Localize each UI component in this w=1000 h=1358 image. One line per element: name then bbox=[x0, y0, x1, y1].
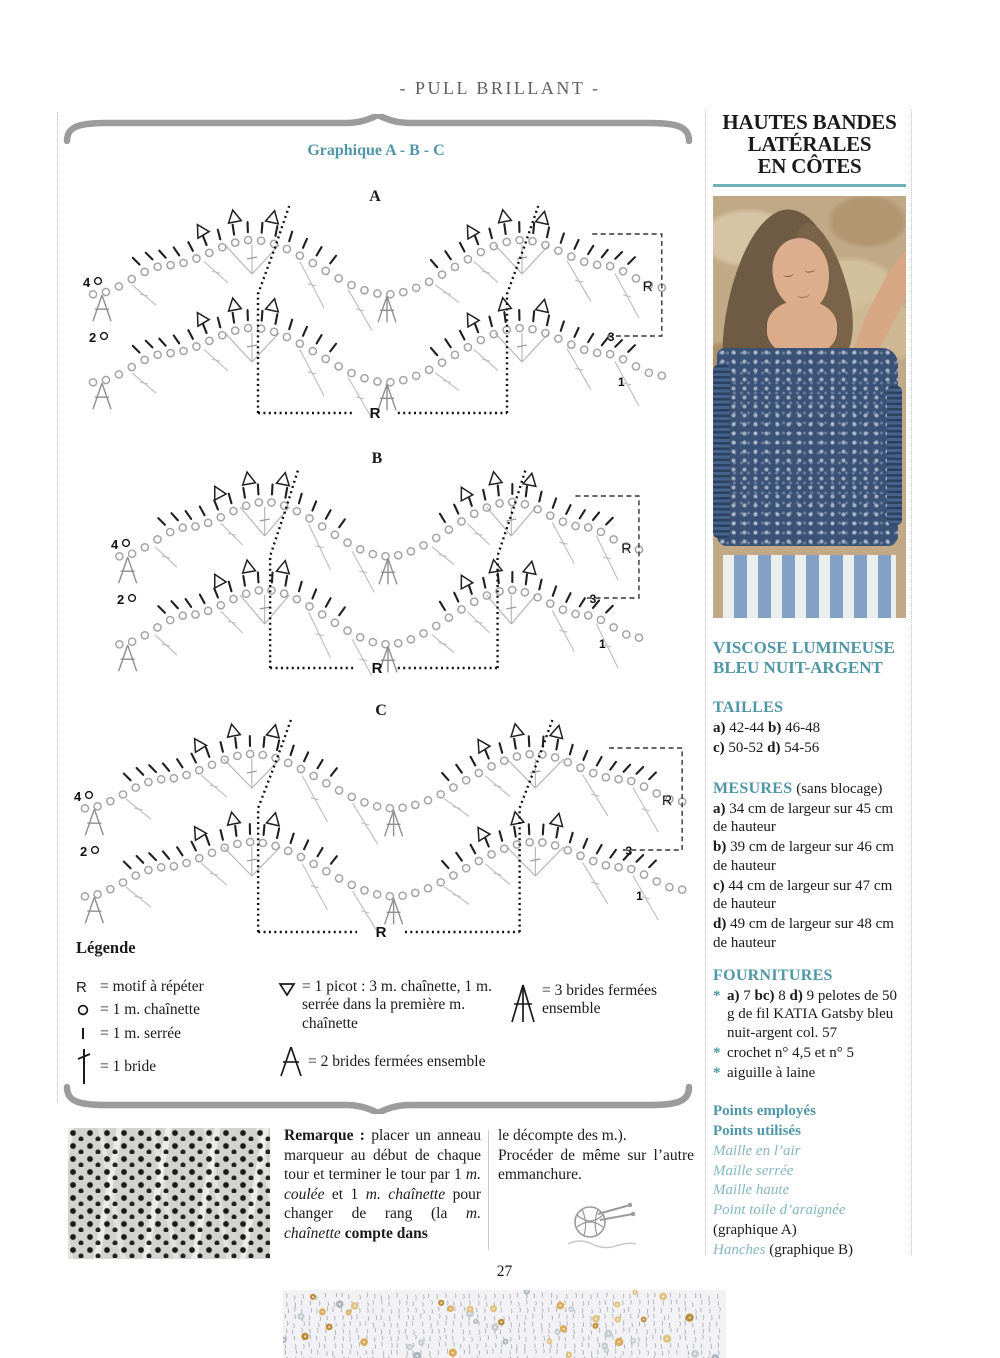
fourniture-item: * a) 7 bc) 8 d) 9 pelotes de 50 g de fil KATIA Gatsby bleu nuit-argent col. 57 bbox=[713, 987, 897, 1042]
mesures-section bbox=[713, 779, 906, 953]
points-item: Maille serrée bbox=[713, 1162, 794, 1179]
legend-entry-picot: = 1 picot : 3 m. chaînette, 1 m. serrée dans la première m. chaînette bbox=[278, 978, 504, 1033]
svg-text:2: 2 bbox=[80, 844, 88, 859]
legend-entry-repeat: R = motif à répéter bbox=[76, 978, 204, 996]
mesures-note: (sans blocage) bbox=[792, 780, 883, 797]
points-item: Maille en l’air bbox=[713, 1142, 801, 1159]
svg-text:3: 3 bbox=[589, 592, 597, 606]
sidebar-right-dotted-border bbox=[911, 110, 912, 1255]
picot-icon bbox=[278, 978, 302, 997]
chart-heading: Graphique A - B - C bbox=[307, 142, 445, 159]
svg-text:R: R bbox=[369, 405, 381, 421]
page-number: 27 bbox=[496, 1263, 513, 1280]
legend-column-2 bbox=[278, 978, 504, 1084]
asterisk-bullet: * bbox=[713, 1044, 721, 1061]
remarque-line-1: le décompte des m.). bbox=[498, 1127, 627, 1144]
points-subheading: Points utilisés bbox=[713, 1123, 801, 1140]
svg-text:R: R bbox=[371, 660, 383, 676]
svg-text:3: 3 bbox=[607, 330, 615, 344]
legend bbox=[70, 938, 698, 1088]
svg-text:A: A bbox=[369, 188, 381, 205]
points-heading: Points employés bbox=[713, 1103, 816, 1120]
top-brace-decoration bbox=[62, 114, 694, 144]
svg-text:1: 1 bbox=[636, 889, 643, 903]
legend-column-3 bbox=[508, 982, 696, 1026]
model-photo bbox=[713, 196, 906, 618]
panel-left-dotted-border bbox=[57, 112, 58, 1102]
chain-stitch-icon bbox=[76, 1003, 100, 1017]
fourniture-item: * aiguille à laine bbox=[713, 1064, 816, 1081]
legend-column-1 bbox=[76, 978, 276, 1091]
dc2tog-icon bbox=[278, 1045, 308, 1079]
legend-entry-serree: = 1 m. serrée bbox=[76, 1025, 276, 1043]
fournitures-heading: FOURNITURES bbox=[713, 966, 833, 984]
svg-text:C: C bbox=[375, 702, 387, 719]
ribbed-side-band-right bbox=[887, 386, 902, 525]
mesure-item: d) 49 cm de largeur sur 48 cm de hauteur bbox=[713, 916, 894, 951]
tailles-section bbox=[713, 698, 906, 758]
remarque-column-divider bbox=[488, 1130, 489, 1250]
fournitures-section bbox=[713, 966, 906, 1083]
legend-entry-2brides: = 2 brides fermées ensemble bbox=[278, 1045, 504, 1079]
svg-text:R: R bbox=[621, 540, 632, 556]
legend-entry-chainette: = 1 m. chaînette bbox=[76, 1001, 276, 1019]
svg-text:2: 2 bbox=[89, 330, 97, 345]
points-item: Maille haute bbox=[713, 1182, 790, 1199]
svg-text:4: 4 bbox=[111, 537, 119, 552]
teal-rule bbox=[713, 184, 906, 187]
crochet-top-garment bbox=[717, 348, 898, 546]
sidebar bbox=[713, 112, 906, 1259]
fourniture-item: * crochet n° 4,5 et n° 5 bbox=[713, 1044, 854, 1061]
legend-entry-3brides: = 3 brides fermées ensemble bbox=[508, 982, 696, 1026]
remarque-line-2: Procéder de même sur l’autre emmanchure. bbox=[498, 1146, 694, 1184]
crochet-chart-a bbox=[75, 186, 675, 421]
svg-text:1: 1 bbox=[618, 375, 625, 389]
legend-entry-bride: = 1 bride bbox=[76, 1048, 276, 1086]
striped-shorts bbox=[723, 555, 897, 618]
pattern-title: HAUTES BANDES LATÉRALES EN CÔTES bbox=[722, 110, 897, 178]
svg-text:2: 2 bbox=[117, 592, 125, 607]
ribbed-side-band-left bbox=[713, 365, 730, 538]
asterisk-bullet: * bbox=[713, 987, 721, 1004]
svg-text:R: R bbox=[642, 278, 653, 294]
svg-text:4: 4 bbox=[74, 789, 82, 804]
asterisk-bullet: * bbox=[713, 1064, 721, 1081]
points-item: Point toile d’araignée bbox=[713, 1202, 846, 1219]
svg-text:1: 1 bbox=[598, 637, 606, 651]
bottom-brace-decoration bbox=[62, 1084, 694, 1114]
remarque-text-right bbox=[498, 1126, 694, 1185]
mesure-item: b) 39 cm de largeur sur 46 cm de hauteur bbox=[713, 839, 894, 874]
tailles-line: a) 42-44 b) 46-48 bbox=[713, 720, 821, 737]
mesures-heading: MESURES bbox=[713, 779, 793, 797]
sidebar-left-dotted-border bbox=[705, 110, 706, 1255]
single-crochet-icon bbox=[76, 1026, 100, 1041]
crochet-chart-c bbox=[66, 700, 696, 940]
repeat-symbol: R bbox=[76, 978, 87, 996]
mesure-item: c) 44 cm de largeur sur 47 cm de hauteur bbox=[713, 877, 893, 913]
svg-text:3: 3 bbox=[625, 844, 633, 858]
svg-text:4: 4 bbox=[83, 275, 91, 290]
dc3tog-icon bbox=[508, 982, 542, 1026]
sequin-fabric-photo bbox=[283, 1290, 726, 1358]
double-crochet-icon bbox=[76, 1048, 100, 1086]
lace-swatch-photo bbox=[68, 1128, 270, 1259]
points-section bbox=[713, 1102, 906, 1259]
points-item: (graphique A) bbox=[713, 1221, 797, 1238]
tailles-heading: TAILLES bbox=[713, 699, 784, 717]
mesure-item: a) 34 cm de largeur sur 45 cm de hauteur bbox=[713, 800, 894, 836]
yarn-ball-icon bbox=[560, 1196, 650, 1252]
points-item: Hanches (graphique B) bbox=[713, 1241, 853, 1258]
svg-text:R: R bbox=[375, 924, 387, 940]
remarque-text-left: Remarque : placer un anneau marqueur au début de chaque tour et terminer le tour par 1 m. coulée et 1 m. chaînette pour changer de rang (la m. chaînette compte dans bbox=[284, 1127, 481, 1242]
crochet-chart-b bbox=[103, 448, 651, 676]
yarn-colorway-title: VISCOSE LUMINEUSE BLEU NUIT-ARGENT bbox=[713, 637, 895, 677]
svg-text:R: R bbox=[661, 792, 673, 808]
page-title: - PULL BRILLANT - bbox=[399, 78, 601, 98]
legend-title: Légende bbox=[76, 938, 136, 957]
svg-text:B: B bbox=[371, 450, 383, 467]
tailles-line: c) 50-52 d) 54-56 bbox=[713, 739, 820, 756]
